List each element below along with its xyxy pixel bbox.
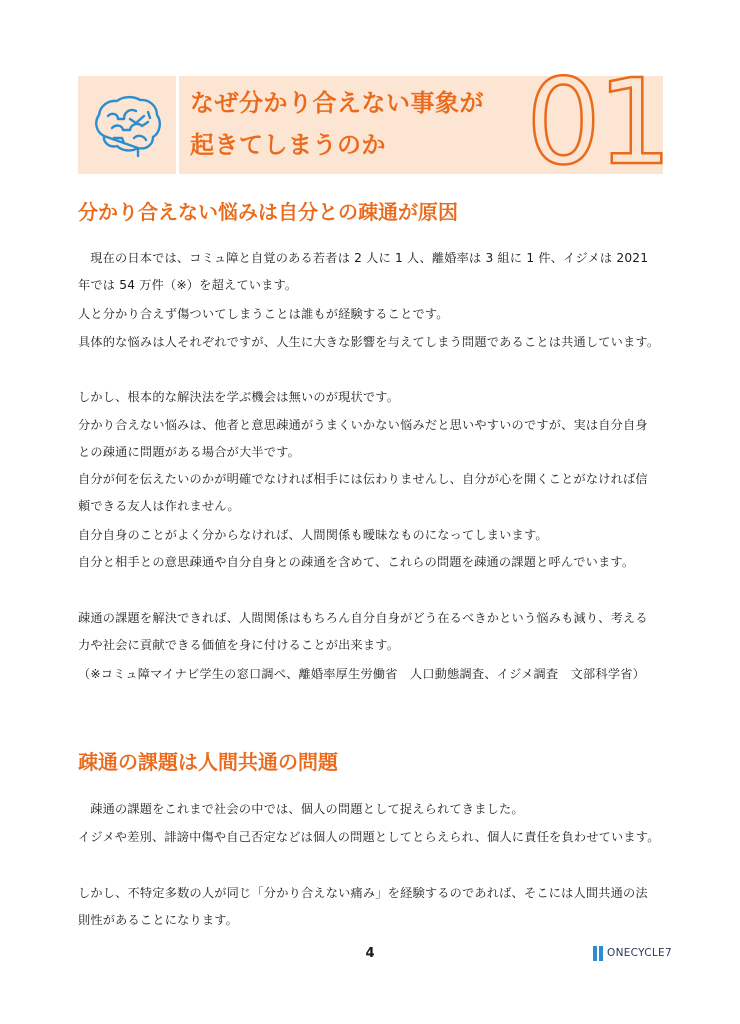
- chapter-title-line-1: なぜ分かり合えない事象が: [190, 89, 484, 117]
- logo-text: ONECYCLE7: [607, 947, 672, 959]
- logo-mark-icon: [593, 946, 603, 961]
- footnote: （※コミュ障マイナビ学生の窓口調べ、離婚率厚生労働省 人口動態調査、イジメ調査 文部科学省）: [78, 667, 645, 681]
- chapter-title-line-2: 起きてしまうのか: [190, 131, 386, 159]
- paragraph: 自分と相手との意思疎通や自分自身との疎通を含めて、これらの問題を疎通の課題と呼んでいます。: [78, 555, 635, 569]
- paragraph: 疎通の課題をこれまで社会の中では、個人の問題として捉えられてきました。: [90, 802, 524, 816]
- paragraph: 具体的な悩みは人それぞれですが、人生に大きな影響を与えてしまう問題であることは共通しています。: [78, 335, 660, 349]
- brain-icon: [90, 92, 164, 160]
- paragraph: しかし、不特定多数の人が同じ「分かり合えない痛み」を経験するのであれば、そこには人間共通の法則性があることになります。: [78, 886, 648, 927]
- section-heading-1: 分かり合えない悩みは自分との疎通が原因: [78, 200, 458, 224]
- company-logo: [593, 945, 672, 961]
- chapter-title: [190, 82, 530, 166]
- paragraph: 自分が何を伝えたいのかが明確でなければ相手には伝わりませんし、自分が心を開くことがなければ信頼できる友人は作れません。: [78, 472, 648, 513]
- section-heading-2: 疎通の課題は人間共通の問題: [78, 750, 338, 774]
- chapter-number: 01: [526, 53, 669, 191]
- paragraph: 疎通の課題を解決できれば、人間関係はもちろん自分自身がどう在るべきかという悩みも減り、考える力や社会に貢献できる価値を身に付けることが出来ます。: [78, 611, 648, 652]
- paragraph: イジメや差別、誹謗中傷や自己否定などは個人の問題としてとらえられ、個人に責任を負わせています。: [78, 830, 660, 844]
- paragraph: 自分自身のことがよく分からなければ、人間関係も曖昧なものになってしまいます。: [78, 528, 548, 542]
- paragraph: 人と分かり合えず傷ついてしまうことは誰もが経験することです。: [78, 307, 449, 321]
- banner-divider: [176, 76, 179, 174]
- paragraph: 分かり合えない悩みは、他者と意思疎通がうまくいかない悩みだと思いやすいのですが、実は自分自身との疎通に問題がある場合が大半です。: [78, 418, 648, 459]
- page-number: 4: [365, 946, 375, 961]
- paragraph: しかし、根本的な解決法を学ぶ機会は無いのが現状です。: [78, 390, 400, 404]
- paragraph: 現在の日本では、コミュ障と自覚のある若者は 2 人に 1 人、離婚率は 3 組に 1 件、イジメは 2021 年では 54 万件（※）を超えています。: [78, 251, 649, 292]
